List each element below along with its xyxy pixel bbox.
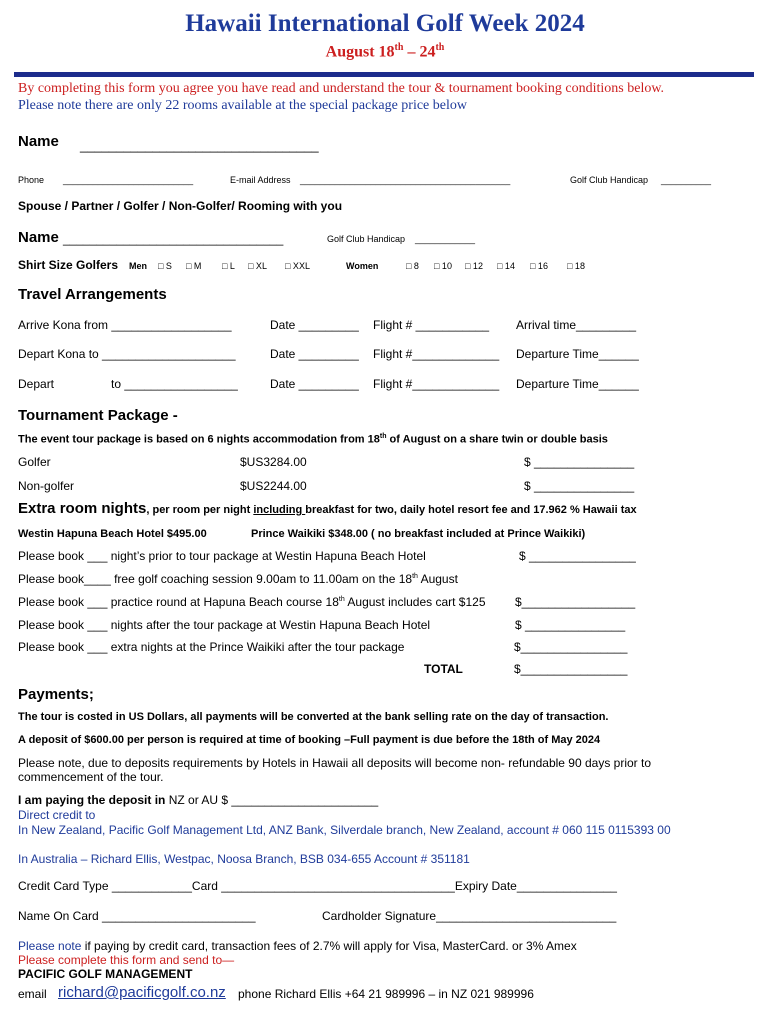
total-amount-field[interactable]: $________________ [514, 662, 628, 676]
spouse-handicap-label: Golf Club Handicap [327, 234, 406, 244]
deposit-refund-note-2: commencement of the tour. [18, 770, 164, 784]
phone-label: Phone [18, 175, 45, 185]
shirt-women-label: Women [346, 261, 379, 271]
book-nights-prior-amount[interactable]: $ ________________ [519, 549, 636, 563]
contact-email-link[interactable]: richard@pacificgolf.co.nz [58, 984, 226, 1001]
shirt-women-12[interactable]: □ 12 [465, 261, 483, 271]
deposit-currency-field[interactable]: I am paying the deposit in NZ or AU $ ______________________ [18, 793, 379, 807]
shirt-men-xxl[interactable]: □ XXL [285, 261, 310, 271]
intro-conditions: By completing this form you agree you have read and understand the tour & tournament booking conditions below. [18, 81, 665, 96]
book-coaching-field[interactable]: Please book____ free golf coaching session 9.00am to 11.00am on the 18th August [18, 572, 458, 586]
intro-rooms-note: Please note there are only 22 rooms available at the special package price below [18, 98, 467, 113]
arrive-flight-field[interactable]: Flight # ___________ [373, 318, 490, 332]
card-fee-note: Please note if paying by credit card, transaction fees of 2.7% will apply for Visa, MasterCard. or 3% Amex [18, 939, 577, 953]
email-label-footer: email [18, 987, 47, 1001]
header-divider [14, 72, 754, 77]
shirt-size-label: Shirt Size Golfers [18, 258, 119, 272]
deposit-requirement: A deposit of $600.00 per person is required at time of booking –Full payment is due before the 18th of May 2024 [18, 734, 601, 746]
shirt-women-10[interactable]: □ 10 [434, 261, 452, 271]
au-bank-details: In Australia – Richard Ellis, Westpac, Noosa Branch, BSB 034-655 Account # 351181 [18, 852, 470, 866]
handicap-field[interactable]: __________ [661, 175, 712, 185]
depart-to-field[interactable]: to _________________ [111, 377, 238, 391]
direct-credit-label: Direct credit to [18, 808, 96, 822]
nz-bank-details: In New Zealand, Pacific Golf Management Ltd, ANZ Bank, Silverdale branch, New Zealand, account # 060 115 0115393 00 [18, 823, 671, 837]
arrive-from-field[interactable]: Arrive Kona from __________________ [18, 318, 232, 332]
depart-kona-date-field[interactable]: Date _________ [270, 347, 359, 361]
nongolfer-amount-field[interactable]: $ _______________ [524, 479, 635, 493]
travel-heading: Travel Arrangements [18, 286, 167, 303]
westin-rate: Westin Hapuna Beach Hotel $495.00 [18, 528, 207, 540]
shirt-women-14[interactable]: □ 14 [497, 261, 515, 271]
name-on-card-field[interactable]: Name On Card _______________________ [18, 909, 256, 923]
extra-nights-heading: Extra room nights, per room per night including breakfast for two, daily hotel resort fee and 17.962 % Hawaii tax [18, 500, 637, 517]
payments-currency-note: The tour is costed in US Dollars, all payments will be converted at the bank selling rate on the day of transaction. [18, 711, 609, 723]
company-name: PACIFIC GOLF MANAGEMENT [18, 967, 193, 981]
name-label: Name [18, 133, 59, 150]
total-label: TOTAL [424, 662, 463, 676]
arrive-date-field[interactable]: Date _________ [270, 318, 359, 332]
send-instruction: Please complete this form and send to— [18, 953, 235, 967]
book-nights-prior-field[interactable]: Please book ___ night’s prior to tour package at Westin Hapuna Beach Hotel [18, 549, 426, 563]
spouse-handicap-field[interactable]: ____________ [415, 234, 476, 244]
nongolfer-price: $US2244.00 [240, 479, 307, 493]
credit-card-fields[interactable]: Credit Card Type ____________Card ___________________________________Expiry Date_______________ [18, 879, 617, 893]
page-title: Hawaii International Golf Week 2024 [185, 10, 585, 37]
shirt-men-l[interactable]: □ L [222, 261, 235, 271]
shirt-women-16[interactable]: □ 16 [530, 261, 548, 271]
shirt-men-xl[interactable]: □ XL [248, 261, 267, 271]
handicap-label: Golf Club Handicap [570, 175, 649, 185]
cardholder-signature-field[interactable]: Cardholder Signature___________________________ [322, 909, 617, 923]
shirt-women-18[interactable]: □ 18 [567, 261, 585, 271]
prince-nights-amount[interactable]: $________________ [514, 640, 628, 654]
shirt-men-m[interactable]: □ M [186, 261, 202, 271]
departure-time-field[interactable]: Departure Time______ [516, 377, 639, 391]
spouse-name-field[interactable]: _________________________________ [63, 232, 284, 246]
book-practice-round-field[interactable]: Please book ___ practice round at Hapuna Beach course 18th August includes cart $125 [18, 595, 486, 609]
practice-round-amount[interactable]: $_________________ [515, 595, 636, 609]
depart-kona-field[interactable]: Depart Kona to ____________________ [18, 347, 236, 361]
tournament-description: The event tour package is based on 6 nights accommodation from 18th of August on a share twin or double basis [18, 433, 608, 446]
email-label: E-mail Address [230, 175, 291, 185]
shirt-women-8[interactable]: □ 8 [406, 261, 419, 271]
spouse-heading: Spouse / Partner / Golfer / Non-Golfer/ Rooming with you [18, 199, 343, 213]
deposit-refund-note-1: Please note, due to deposits requirements by Hotels in Hawaii all deposits will become non- refundable 90 days prior to [18, 756, 652, 770]
prince-waikiki-rate: Prince Waikiki $348.00 ( no breakfast included at Prince Waikiki) [251, 528, 586, 540]
spouse-name-label: Name [18, 229, 59, 246]
golfer-price: $US3284.00 [240, 455, 307, 469]
name-field[interactable]: _________________________________ [80, 138, 319, 153]
golfer-amount-field[interactable]: $ _______________ [524, 455, 635, 469]
shirt-men-label: Men [129, 261, 147, 271]
golfer-label: Golfer [18, 455, 51, 469]
email-field[interactable]: __________________________________________ [300, 175, 511, 185]
depart-flight-field[interactable]: Flight #_____________ [373, 377, 500, 391]
depart-date-field[interactable]: Date _________ [270, 377, 359, 391]
shirt-men-s[interactable]: □ S [158, 261, 172, 271]
payments-heading: Payments; [18, 686, 94, 703]
tournament-heading: Tournament Package - [18, 407, 178, 424]
book-prince-nights-field[interactable]: Please book ___ extra nights at the Prince Waikiki after the tour package [18, 640, 405, 654]
book-nights-after-field[interactable]: Please book ___ nights after the tour package at Westin Hapuna Beach Hotel [18, 618, 431, 632]
phone-field[interactable]: __________________________ [63, 175, 194, 185]
arrival-time-field[interactable]: Arrival time_________ [516, 318, 637, 332]
depart-kona-time-field[interactable]: Departure Time______ [516, 347, 639, 361]
nongolfer-label: Non-golfer [18, 479, 75, 493]
contact-phone: phone Richard Ellis +64 21 989996 – in NZ 021 989996 [238, 987, 534, 1001]
event-dates: August 18th – 24th [325, 42, 445, 61]
depart-label: Depart [18, 377, 55, 391]
nights-after-amount[interactable]: $ _______________ [515, 618, 626, 632]
depart-kona-flight-field[interactable]: Flight #_____________ [373, 347, 500, 361]
